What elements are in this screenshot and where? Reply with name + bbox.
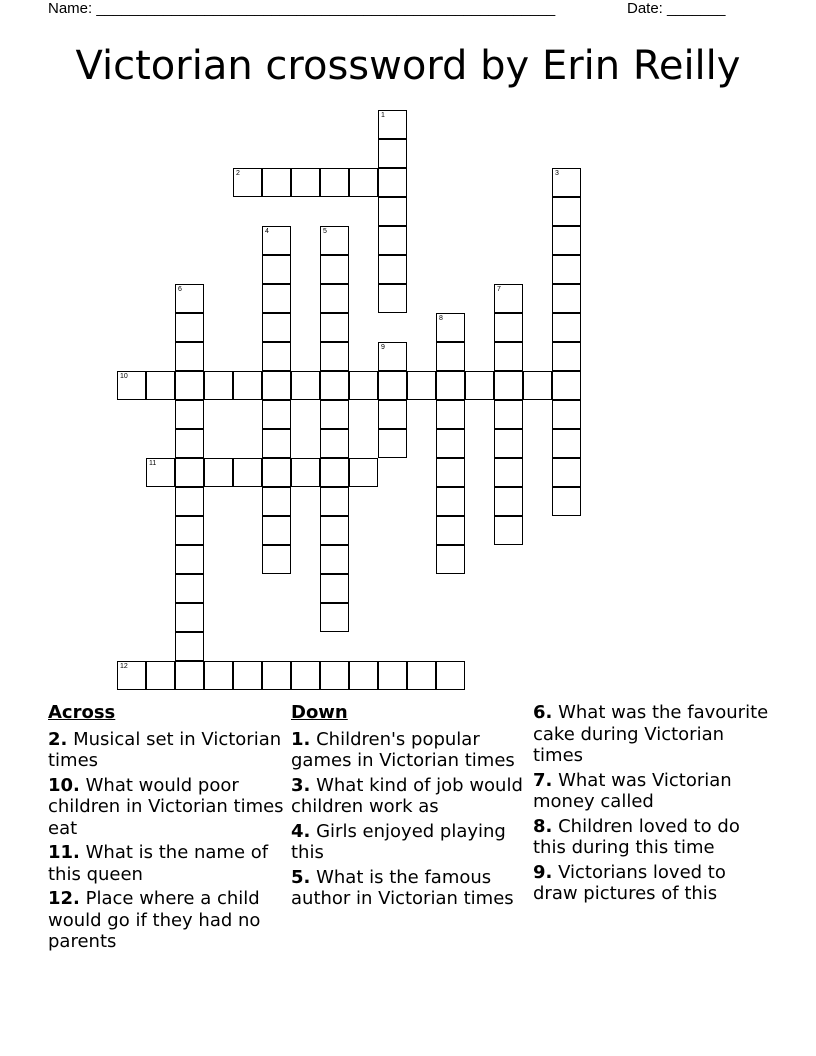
grid-cell[interactable] xyxy=(262,516,291,545)
grid-cell[interactable] xyxy=(349,371,378,400)
grid-cell[interactable] xyxy=(175,574,204,603)
clue-text: What is the famous author in Victorian times xyxy=(291,866,514,909)
clue-item xyxy=(291,821,531,864)
grid-cell[interactable] xyxy=(494,458,523,487)
clue-text: What is the name of this queen xyxy=(48,842,269,885)
clue-number-label: 8. xyxy=(533,815,553,837)
grid-cell[interactable] xyxy=(175,632,204,661)
clue-text: Children's popular games in Victorian times xyxy=(291,728,515,771)
clue-number: 2 xyxy=(236,170,240,177)
grid-cell[interactable] xyxy=(320,226,349,255)
grid-cell[interactable] xyxy=(117,371,146,400)
clue-text: Girls enjoyed playing this xyxy=(291,820,506,863)
grid-cell[interactable] xyxy=(233,371,262,400)
grid-cell[interactable] xyxy=(262,400,291,429)
clue-number-label: 7. xyxy=(533,769,553,791)
grid-cell[interactable] xyxy=(320,574,349,603)
grid-cell[interactable] xyxy=(175,313,204,342)
grid-cell[interactable] xyxy=(262,284,291,313)
grid-cell[interactable] xyxy=(146,458,175,487)
grid-cell[interactable] xyxy=(320,371,349,400)
grid-cell[interactable] xyxy=(233,661,262,690)
grid-cell[interactable] xyxy=(552,313,581,342)
down-clues xyxy=(291,702,531,913)
grid-cell[interactable] xyxy=(262,458,291,487)
grid-cell[interactable] xyxy=(291,168,320,197)
grid-cell[interactable] xyxy=(378,429,407,458)
grid-cell[interactable] xyxy=(494,284,523,313)
grid-cell[interactable] xyxy=(552,487,581,516)
page-title: Victorian crossword by Erin Reilly xyxy=(75,43,741,89)
grid-cell[interactable] xyxy=(175,545,204,574)
name-field-label: Name: _______________________________________________________ xyxy=(48,0,556,17)
grid-cell[interactable] xyxy=(436,371,465,400)
grid-cell[interactable] xyxy=(465,371,494,400)
clue-number: 4 xyxy=(265,228,269,235)
clue-number: 12 xyxy=(120,663,128,670)
clue-number-label: 2. xyxy=(48,728,68,750)
clue-number: 11 xyxy=(149,460,157,467)
grid-cell[interactable] xyxy=(146,371,175,400)
grid-cell[interactable] xyxy=(436,516,465,545)
clue-item xyxy=(48,842,288,885)
clue-text: Victorians loved to draw pictures of this xyxy=(533,861,726,904)
grid-cell[interactable] xyxy=(262,313,291,342)
grid-cell[interactable] xyxy=(436,487,465,516)
grid-cell[interactable] xyxy=(378,168,407,197)
grid-cell[interactable] xyxy=(523,371,552,400)
grid-cell[interactable] xyxy=(436,458,465,487)
grid-cell[interactable] xyxy=(552,342,581,371)
clue-text: What was the favourite cake during Victorian times xyxy=(533,702,769,766)
clue-number: 7 xyxy=(497,286,501,293)
grid-cell[interactable] xyxy=(320,661,349,690)
grid-cell[interactable] xyxy=(436,342,465,371)
grid-cell[interactable] xyxy=(320,400,349,429)
grid-cell[interactable] xyxy=(349,661,378,690)
grid-cell[interactable] xyxy=(175,284,204,313)
grid-cell[interactable] xyxy=(552,400,581,429)
grid-cell[interactable] xyxy=(494,429,523,458)
clue-item xyxy=(291,867,531,910)
grid-cell[interactable] xyxy=(378,197,407,226)
clue-number: 8 xyxy=(439,315,443,322)
clue-number: 5 xyxy=(323,228,327,235)
grid-cell[interactable] xyxy=(233,458,262,487)
clue-number-label: 10. xyxy=(48,774,80,796)
grid-cell[interactable] xyxy=(552,197,581,226)
grid-cell[interactable] xyxy=(175,371,204,400)
grid-cell[interactable] xyxy=(494,371,523,400)
grid-cell[interactable] xyxy=(291,661,320,690)
down-heading: Down xyxy=(291,702,348,723)
grid-cell[interactable] xyxy=(436,661,465,690)
grid-cell[interactable] xyxy=(262,342,291,371)
clue-text: What was Victorian money called xyxy=(533,769,732,812)
grid-cell[interactable] xyxy=(262,487,291,516)
clue-item xyxy=(533,702,773,767)
grid-cell[interactable] xyxy=(175,458,204,487)
grid-cell[interactable] xyxy=(349,168,378,197)
grid-cell[interactable] xyxy=(320,458,349,487)
clue-text: Place where a child would go if they had no parents xyxy=(48,888,261,952)
grid-cell[interactable] xyxy=(262,226,291,255)
across-clues xyxy=(48,702,288,956)
date-field-label: Date: _______ xyxy=(627,0,726,17)
grid-cell[interactable] xyxy=(494,313,523,342)
clue-number-label: 11. xyxy=(48,842,80,863)
grid-cell[interactable] xyxy=(378,226,407,255)
clue-item xyxy=(291,729,531,772)
grid-cell[interactable] xyxy=(320,284,349,313)
grid-cell[interactable] xyxy=(175,400,204,429)
grid-cell[interactable] xyxy=(175,429,204,458)
grid-cell[interactable] xyxy=(320,516,349,545)
clue-item xyxy=(48,888,288,953)
clue-number-label: 12. xyxy=(48,888,80,909)
grid-cell[interactable] xyxy=(320,545,349,574)
grid-cell[interactable] xyxy=(378,342,407,371)
grid-cell[interactable] xyxy=(378,255,407,284)
grid-cell[interactable] xyxy=(262,168,291,197)
grid-cell[interactable] xyxy=(436,313,465,342)
clue-item xyxy=(533,770,773,813)
grid-cell[interactable] xyxy=(204,458,233,487)
grid-cell[interactable] xyxy=(552,458,581,487)
grid-cell[interactable] xyxy=(494,342,523,371)
clue-number-label: 4. xyxy=(291,820,311,842)
grid-cell[interactable] xyxy=(291,371,320,400)
clue-item xyxy=(48,775,288,840)
grid-cell[interactable] xyxy=(494,400,523,429)
grid-cell[interactable] xyxy=(262,371,291,400)
clue-number: 6 xyxy=(178,286,182,293)
grid-cell[interactable] xyxy=(320,168,349,197)
grid-cell[interactable] xyxy=(262,661,291,690)
grid-cell[interactable] xyxy=(262,255,291,284)
grid-cell[interactable] xyxy=(378,661,407,690)
grid-cell[interactable] xyxy=(378,284,407,313)
clue-item xyxy=(533,816,773,859)
grid-cell[interactable] xyxy=(378,400,407,429)
grid-cell[interactable] xyxy=(175,661,204,690)
grid-cell[interactable] xyxy=(320,429,349,458)
grid-cell[interactable] xyxy=(233,168,262,197)
grid-cell[interactable] xyxy=(320,603,349,632)
clue-number: 3 xyxy=(555,170,559,177)
grid-cell[interactable] xyxy=(291,458,320,487)
grid-cell[interactable] xyxy=(494,487,523,516)
grid-cell[interactable] xyxy=(378,110,407,139)
clue-item xyxy=(48,729,288,772)
grid-cell[interactable] xyxy=(552,255,581,284)
grid-cell[interactable] xyxy=(320,313,349,342)
grid-cell[interactable] xyxy=(320,342,349,371)
clue-number-label: 5. xyxy=(291,866,311,888)
grid-cell[interactable] xyxy=(407,661,436,690)
clue-number-label: 3. xyxy=(291,774,311,796)
grid-cell[interactable] xyxy=(262,545,291,574)
clue-number-label: 1. xyxy=(291,728,311,750)
clue-number: 1 xyxy=(381,112,385,119)
clue-text: What kind of job would children work as xyxy=(291,774,523,817)
grid-cell[interactable] xyxy=(320,255,349,284)
grid-cell[interactable] xyxy=(378,139,407,168)
clue-number-label: 9. xyxy=(533,861,553,883)
grid-cell[interactable] xyxy=(436,429,465,458)
grid-cell[interactable] xyxy=(204,661,233,690)
grid-cell[interactable] xyxy=(262,429,291,458)
grid-cell[interactable] xyxy=(552,429,581,458)
clue-number: 10 xyxy=(120,373,128,380)
grid-cell[interactable] xyxy=(552,371,581,400)
clue-number: 9 xyxy=(381,344,385,351)
grid-cell[interactable] xyxy=(378,371,407,400)
grid-cell[interactable] xyxy=(175,487,204,516)
clue-text: What would poor children in Victorian times eat xyxy=(48,774,284,839)
clue-text: Musical set in Victorian times xyxy=(48,728,282,771)
grid-cell[interactable] xyxy=(175,342,204,371)
clue-number-label: 6. xyxy=(533,702,553,723)
across-heading: Across xyxy=(48,702,116,723)
clue-text: Children loved to do this during this time xyxy=(533,815,740,858)
grid-cell[interactable] xyxy=(552,168,581,197)
grid-cell[interactable] xyxy=(436,545,465,574)
down-clues-continued xyxy=(533,702,773,908)
grid-cell[interactable] xyxy=(320,487,349,516)
grid-cell[interactable] xyxy=(552,226,581,255)
grid-cell[interactable] xyxy=(146,661,175,690)
grid-cell[interactable] xyxy=(552,284,581,313)
grid-cell[interactable] xyxy=(117,661,146,690)
clue-item xyxy=(533,862,773,905)
grid-cell[interactable] xyxy=(175,603,204,632)
clue-item xyxy=(291,775,531,818)
grid-cell[interactable] xyxy=(407,371,436,400)
grid-cell[interactable] xyxy=(436,400,465,429)
grid-cell[interactable] xyxy=(494,516,523,545)
grid-cell[interactable] xyxy=(175,516,204,545)
grid-cell[interactable] xyxy=(204,371,233,400)
grid-cell[interactable] xyxy=(349,458,378,487)
